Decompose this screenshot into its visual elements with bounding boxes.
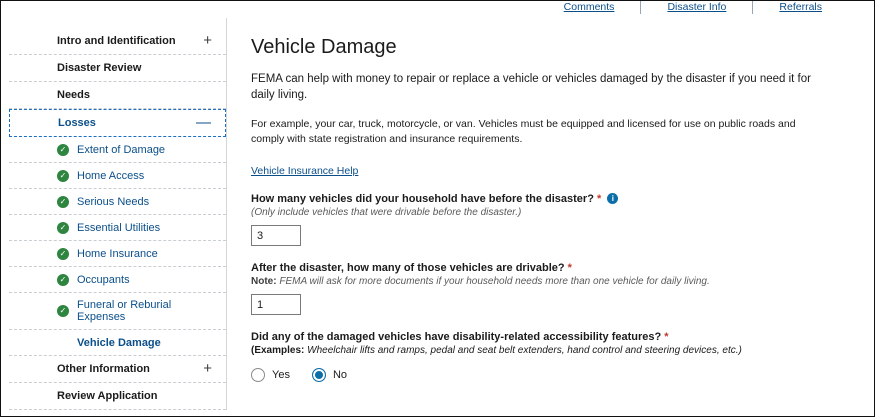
info-icon[interactable]: i — [607, 193, 618, 204]
minus-icon[interactable]: — — [196, 114, 211, 131]
required-marker: * — [664, 331, 669, 343]
check-icon: ✓ — [57, 144, 69, 156]
sidebar-item-occupants[interactable] — [9, 267, 226, 293]
top-link-bar — [1, 1, 875, 17]
sidebar-item-label: Serious Needs — [77, 195, 150, 208]
radio-option-yes[interactable] — [251, 368, 290, 382]
plus-icon[interactable]: + — [203, 360, 212, 377]
plus-icon[interactable]: + — [203, 32, 212, 49]
note-prefix: Note: — [251, 276, 277, 287]
question-1-hint: (Only include vehicles that were drivable before the disaster.) — [251, 207, 522, 218]
sidebar-item-label: Losses — [58, 117, 96, 129]
sidebar-item-extent-of-damage[interactable] — [9, 137, 226, 163]
sidebar-item-label: Review Application — [57, 390, 158, 402]
sidebar-item-label: Needs — [57, 89, 91, 101]
examples-text: Wheelchair lifts and ramps, pedal and seat belt extenders, hand control and steering devices, etc.) — [307, 345, 742, 356]
top-link-disaster-info[interactable]: Disaster Info — [667, 1, 727, 13]
radio-option-no[interactable] — [312, 368, 347, 382]
sidebar-item-funeral-or-reburial-expenses[interactable] — [9, 293, 226, 330]
sidebar-item-home-access[interactable] — [9, 163, 226, 189]
check-icon: ✓ — [57, 274, 69, 286]
sidebar-item-disaster-review[interactable] — [9, 55, 226, 82]
sidebar-item-other-information[interactable] — [9, 356, 226, 383]
question-2-text: After the disaster, how many of those vehicles are drivable? — [251, 262, 565, 274]
examples-prefix: (Examples: — [251, 345, 305, 356]
check-icon: ✓ — [57, 222, 69, 234]
vehicles-drivable-input[interactable] — [251, 294, 301, 315]
check-icon: ✓ — [57, 196, 69, 208]
check-icon: ✓ — [57, 248, 69, 260]
top-link-referrals[interactable]: Referrals — [779, 1, 822, 13]
sidebar-item-losses[interactable] — [9, 109, 226, 137]
question-2-label — [251, 262, 837, 274]
sidebar-item-home-insurance[interactable] — [9, 241, 226, 267]
sidebar-item-essential-utilities[interactable] — [9, 215, 226, 241]
sidebar-item-label: Home Insurance — [77, 247, 158, 260]
sidebar-item-label: Other Information — [57, 363, 150, 375]
page-title: Vehicle Damage — [251, 36, 397, 58]
sidebar-item-label: Home Access — [77, 169, 145, 182]
sidebar-item-label: Disaster Review — [57, 62, 142, 74]
question-1-label — [251, 193, 837, 205]
sidebar-item-label: Intro and Identification — [57, 35, 176, 47]
question-3-label — [251, 331, 837, 343]
sidebar-item-intro-and-identification[interactable] — [9, 28, 226, 55]
question-1-text: How many vehicles did your household have before the disaster? — [251, 193, 594, 205]
vehicles-before-disaster-input[interactable] — [251, 225, 301, 246]
content-frame — [9, 18, 865, 410]
top-link-comments[interactable]: Comments — [563, 1, 615, 13]
required-marker: * — [596, 193, 602, 205]
radio-yes-icon[interactable] — [251, 368, 265, 382]
sidebar-item-label: Vehicle Damage — [77, 336, 161, 349]
check-icon: ✓ — [57, 170, 69, 182]
question-2-note — [251, 276, 837, 287]
radio-no-icon[interactable] — [312, 368, 326, 382]
radio-no-label: No — [332, 369, 348, 381]
intro-paragraph: FEMA can help with money to repair or replace a vehicle or vehicles damaged by the disaster if you need it for daily living. — [251, 73, 811, 101]
check-icon: ✓ — [57, 305, 69, 317]
secondary-paragraph: For example, your car, truck, motorcycle, or van. Vehicles must be equipped and licensed for use on public roads and comply with state registration and insurance requirements. — [251, 118, 796, 145]
sidebar-item-needs[interactable] — [9, 82, 226, 109]
radio-yes-label: Yes — [272, 369, 290, 381]
question-3-examples — [251, 345, 837, 356]
accessibility-features-radio-group — [251, 368, 837, 382]
sidebar-item-label: Essential Utilities — [77, 221, 161, 234]
sidebar-navigation — [9, 18, 226, 410]
note-text: FEMA will ask for more documents if your household needs more than one vehicle for daily living. — [279, 276, 710, 287]
sidebar-item-vehicle-damage[interactable] — [9, 330, 226, 356]
vehicle-insurance-help-link[interactable]: Vehicle Insurance Help — [251, 165, 359, 177]
sidebar-item-serious-needs[interactable] — [9, 189, 226, 215]
sidebar-item-label: Funeral or Reburial Expenses — [77, 299, 172, 323]
required-marker: * — [567, 262, 572, 274]
sidebar-item-label: Extent of Damage — [77, 143, 166, 156]
main-content — [226, 18, 865, 410]
question-3-text: Did any of the damaged vehicles have disability-related accessibility features? — [251, 331, 662, 343]
sidebar-item-label: Occupants — [77, 273, 130, 286]
sidebar-item-review-application[interactable] — [9, 383, 226, 410]
